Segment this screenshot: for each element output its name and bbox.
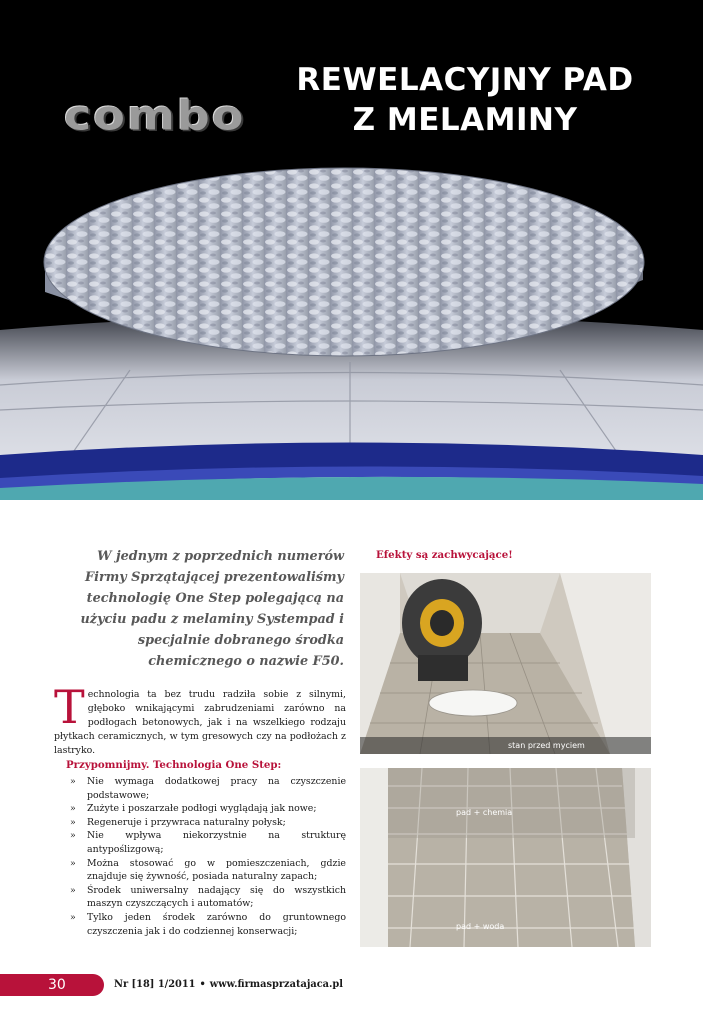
footer-separator: •	[199, 979, 206, 990]
corridor-machine-photo	[360, 573, 651, 754]
bullet-icon: »	[70, 857, 76, 869]
photo-caption-top: pad + chemia	[456, 808, 513, 817]
article-body	[54, 680, 346, 758]
footer-info	[114, 979, 343, 990]
list-item: » Tylko jeden środek zarówno do gruntownego czyszczenia jak i do codziennej konserwacji;	[70, 911, 346, 937]
combo-logo: combo	[64, 90, 246, 140]
corridor-floor-photo	[360, 768, 651, 947]
headline-line-2: Z MELAMINY	[352, 102, 578, 138]
issue-number: Nr [18] 1/2011	[114, 979, 196, 990]
page-number: 30	[48, 977, 66, 993]
reminder-section	[66, 758, 346, 938]
article-body-text: echnologia ta bez trudu radziła sobie z silnymi, głęboko wnikającymi zabrudzeniami zarówno na podłogach betonowych, jak i na wszelkiego rodzaju płytkach ceramicznych, w tym gresowych czy na podłożach z lastryko.	[54, 689, 346, 756]
page-headline	[285, 60, 645, 140]
hero-image	[0, 0, 703, 500]
bullet-icon: »	[70, 911, 76, 923]
article-lead: W jednym z poprzednich numerów Firmy Sprzątającej prezentowaliśmy technologię One Step polegającą na użyciu padu z melaminy Systempad i specjalnie dobranego środka chemicznego o nazwie F50.	[80, 549, 344, 669]
photo-caption: stan przed myciem	[508, 741, 585, 750]
list-item: » Można stosować go w pomieszczeniach, gdzie znajduje się żywność, posiada naturalny zapach;	[70, 857, 346, 883]
photo-before-cleaning	[360, 573, 651, 754]
list-item: » Nie wpływa niekorzystnie na strukturę antypoślizgową;	[70, 830, 346, 855]
list-item: » Regeneruje i przywraca naturalny połysk;	[70, 816, 286, 828]
list-item: » Środek uniwersalny nadający się do wszystkich maszyn czyszczących i automatów;	[70, 884, 346, 910]
reminder-title: Przypomnijmy. Technologia One Step:	[66, 759, 282, 771]
drop-cap: T	[54, 680, 85, 734]
reminder-list	[66, 775, 346, 938]
list-item: » Nie wymaga dodatkowej pracy na czyszczenie podstawowe;	[70, 776, 346, 801]
headline-line-1: REWELACYJNY PAD	[296, 62, 634, 98]
bullet-icon: »	[70, 884, 76, 896]
bullet-icon: »	[70, 776, 76, 787]
bullet-icon: »	[70, 803, 76, 815]
website-link[interactable]: www.firmasprzatajaca.pl	[209, 979, 344, 990]
effects-title: Efekty są zachwycające!	[376, 549, 513, 561]
photo-caption-bottom: pad + woda	[456, 922, 505, 931]
bullet-icon: »	[70, 830, 76, 842]
list-item: » Zużyte i poszarzałe podłogi wyglądają jak nowe;	[70, 803, 317, 815]
photo-after-cleaning	[360, 768, 651, 947]
bullet-icon: »	[70, 816, 76, 828]
